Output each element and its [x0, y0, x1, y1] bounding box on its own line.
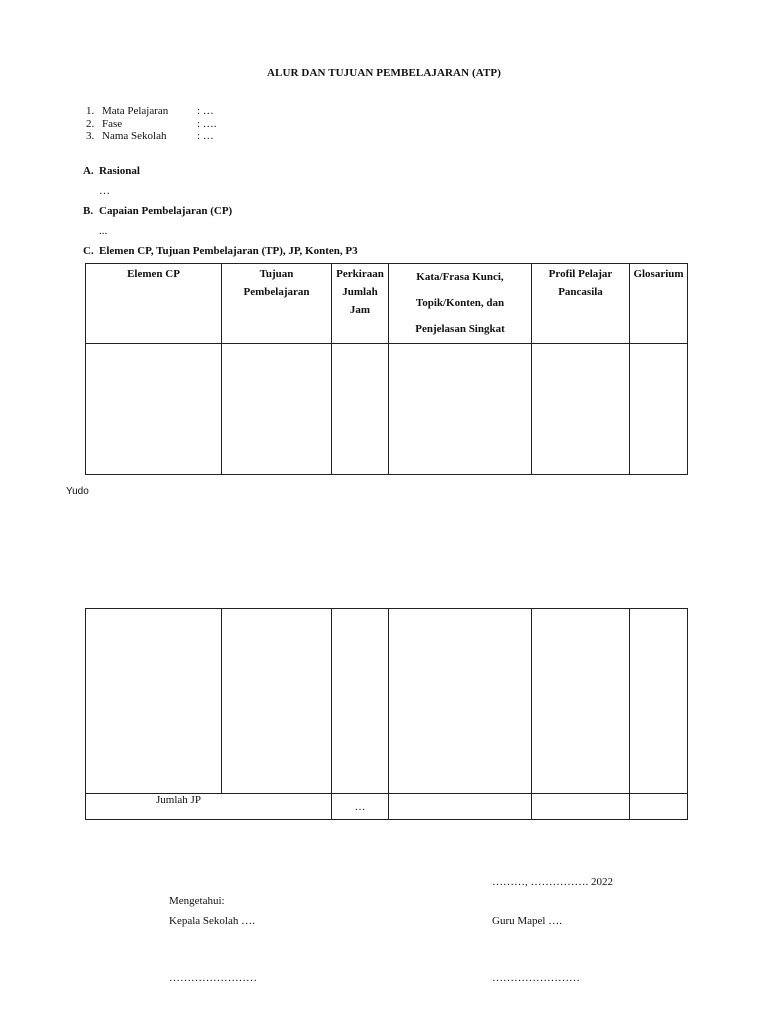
info-value: : … — [197, 130, 214, 142]
section-letter: B. — [83, 205, 94, 217]
table-cell[interactable] — [222, 609, 332, 794]
info-label: Fase — [102, 118, 123, 130]
teacher-signature-blank: …………………… — [492, 972, 580, 984]
table-footer-row — [86, 794, 688, 820]
table-cell[interactable] — [532, 609, 630, 794]
section-letter: A. — [83, 165, 94, 177]
principal-label: Kepala Sekolah …. — [169, 915, 255, 927]
signature-date-line: ………, ……………. 2022 — [492, 876, 613, 888]
watermark-text: Yudo — [66, 486, 89, 497]
info-value: : …. — [197, 118, 217, 130]
info-label: Mata Pelajaran — [102, 105, 169, 117]
header-glosarium: Glosarium — [630, 264, 688, 344]
header-perkiraan-jumlah-jam: Perkiraan Jumlah Jam — [332, 264, 389, 344]
section-a-placeholder: … — [99, 185, 110, 197]
table-row — [86, 344, 688, 475]
atp-table-page2 — [85, 608, 688, 820]
table-cell[interactable] — [630, 344, 688, 475]
info-number: 3. — [86, 130, 95, 142]
section-c-heading — [83, 245, 358, 257]
section-letter: C. — [83, 245, 94, 257]
info-label: Nama Sekolah — [102, 130, 167, 142]
knowing-label: Mengetahui: — [169, 895, 225, 907]
section-title: Capaian Pembelajaran (CP) — [99, 205, 233, 217]
info-value: : … — [197, 105, 214, 117]
table-cell[interactable] — [389, 344, 532, 475]
table-header-row — [86, 264, 688, 344]
atp-table-page1 — [85, 263, 688, 475]
section-title: Rasional — [99, 165, 140, 177]
info-number: 2. — [86, 118, 95, 130]
jumlah-jp-value: … — [332, 794, 389, 820]
table-cell[interactable] — [86, 344, 222, 475]
table-row — [86, 609, 688, 794]
info-row-phase — [86, 118, 217, 130]
jumlah-jp-label: Jumlah JP — [86, 794, 332, 820]
header-tujuan-pembelajaran: Tujuan Pembelajaran — [222, 264, 332, 344]
table-cell[interactable] — [389, 609, 532, 794]
section-title: Elemen CP, Tujuan Pembelajaran (TP), JP, Konten, P3 — [99, 245, 358, 257]
table-cell[interactable] — [532, 344, 630, 475]
table-cell[interactable] — [630, 609, 688, 794]
header-kata-frasa-kunci: Kata/Frasa Kunci, Topik/Konten, dan Penjelasan Singkat — [389, 264, 532, 344]
table-cell[interactable] — [332, 609, 389, 794]
table-cell[interactable] — [222, 344, 332, 475]
principal-signature-blank: …………………… — [169, 972, 257, 984]
table-cell[interactable] — [630, 794, 688, 820]
info-number: 1. — [86, 105, 95, 117]
document-title: ALUR DAN TUJUAN PEMBELAJARAN (ATP) — [267, 67, 501, 79]
table-cell[interactable] — [86, 609, 222, 794]
table-cell[interactable] — [332, 344, 389, 475]
teacher-label: Guru Mapel …. — [492, 915, 562, 927]
info-row-subject — [86, 105, 214, 117]
section-b-heading — [83, 205, 232, 217]
section-a-heading — [83, 165, 140, 177]
table-cell[interactable] — [389, 794, 532, 820]
header-profil-pelajar-pancasila: Profil Pelajar Pancasila — [532, 264, 630, 344]
info-row-school — [86, 130, 214, 142]
table-cell[interactable] — [532, 794, 630, 820]
section-b-placeholder: ... — [99, 225, 108, 237]
header-elemen-cp: Elemen CP — [86, 264, 222, 344]
